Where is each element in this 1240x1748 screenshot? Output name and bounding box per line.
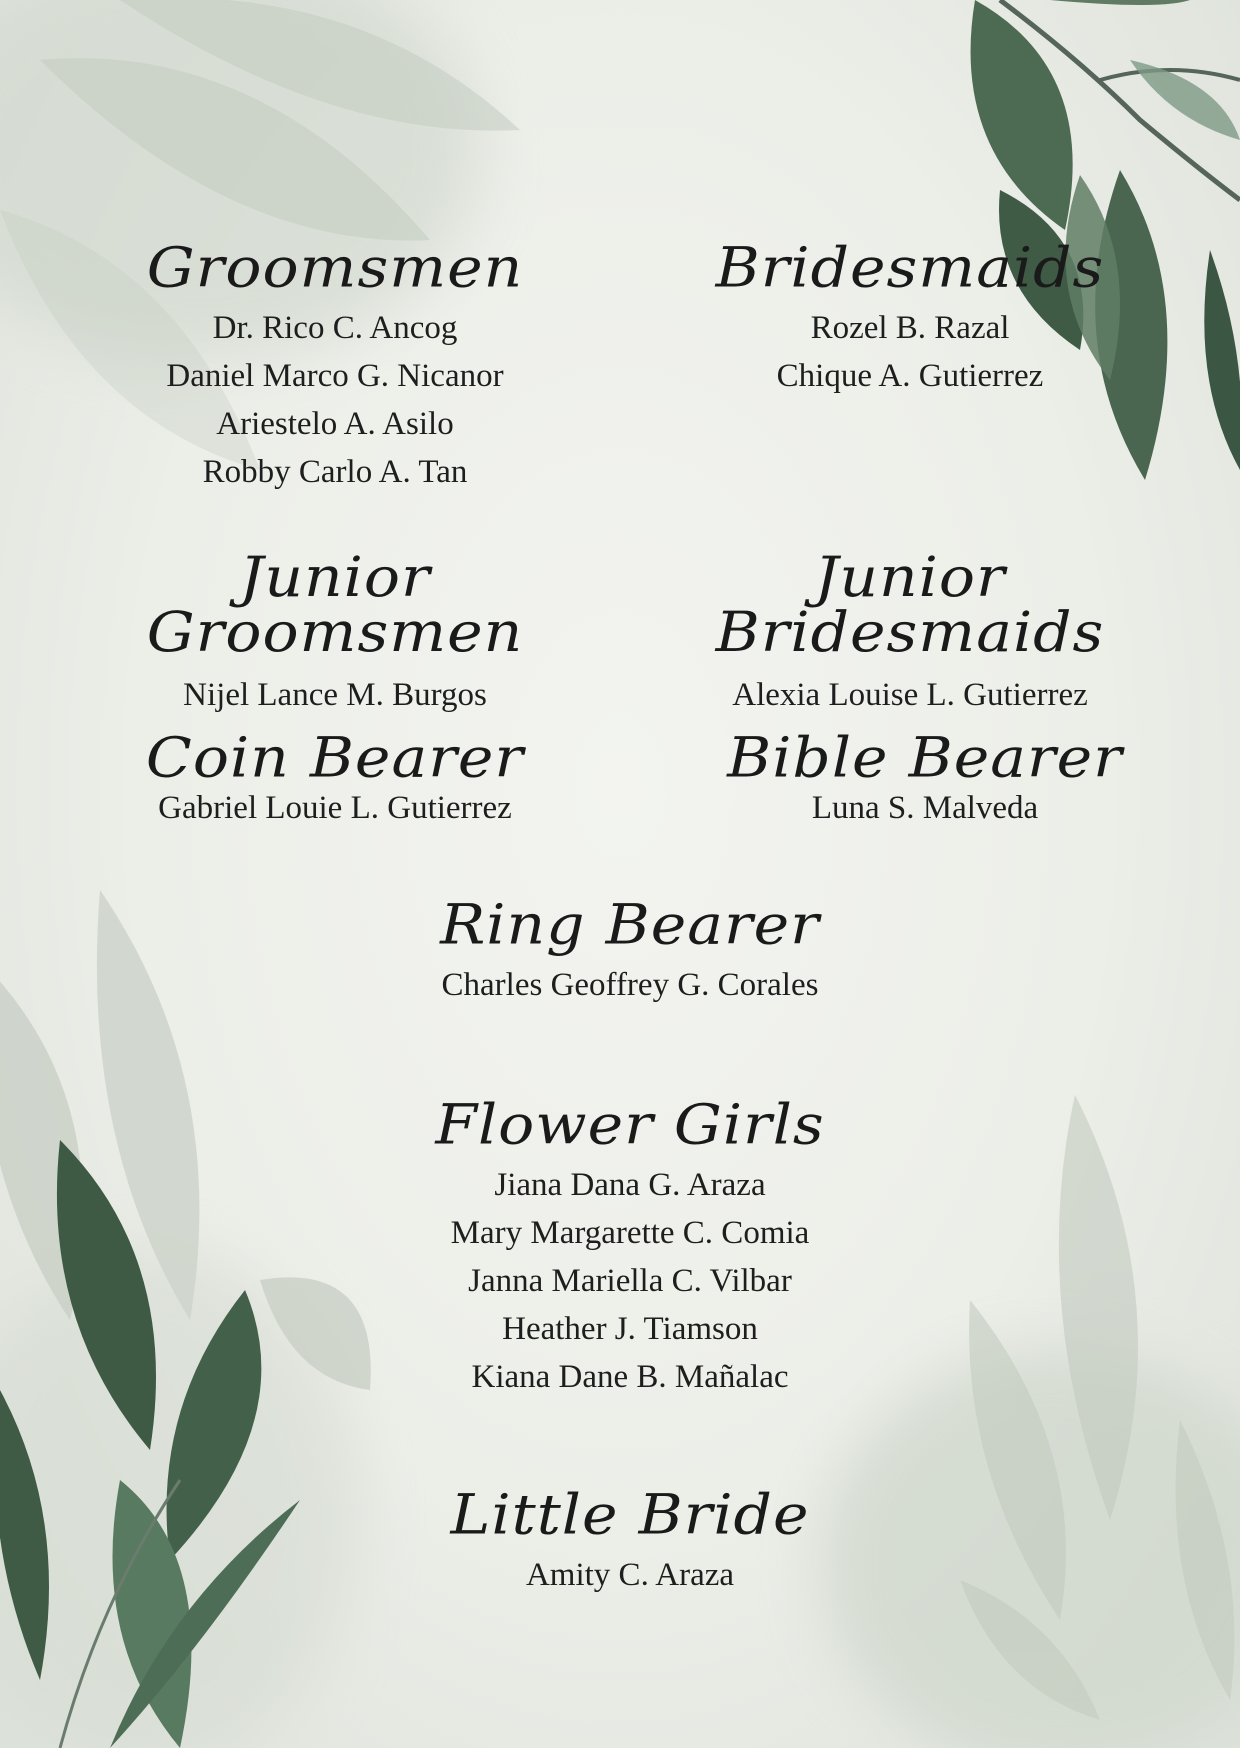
ring-bearer-heading: Ring Bearer [440,892,820,958]
ring-bearer-name: Charles Geoffrey G. Corales [441,967,819,1003]
flower-girls-heading: Flower Girls [435,1092,825,1158]
coin-bearer-heading: Coin Bearer [145,725,525,791]
pale-leaves-bottom-right-icon [960,1095,1234,1720]
bridesmaids-section [660,235,1160,400]
bridesmaid-name: Chique A. Gutierrez [776,358,1044,394]
junior-groomsmen-section [90,545,580,719]
groomsmen-heading: Groomsmen [146,235,524,301]
flower-girl-name: Kiana Dane B. Mañalac [471,1359,789,1395]
bridesmaids-heading: Bridesmaids [715,235,1105,301]
little-bride-name: Amity C. Araza [525,1557,735,1593]
coin-bearer-name: Gabriel Louie L. Gutierrez [158,790,512,826]
junior-groomsmen-heading: Junior Groomsmen [146,545,524,665]
groomsman-name: Dr. Rico C. Ancog [212,310,458,346]
coin-bearer-section [100,725,570,832]
junior-bridesmaid-name: Alexia Louise L. Gutierrez [732,677,1088,713]
bible-bearer-heading: Bible Bearer [727,725,1123,791]
bridesmaid-name: Rozel B. Razal [810,310,1010,346]
ring-bearer-section [370,892,890,1009]
junior-bridesmaids-heading: Junior Bridesmaids [715,545,1105,665]
junior-bridesmaids-section [630,545,1190,719]
bible-bearer-name: Luna S. Malveda [811,790,1039,826]
groomsmen-section [100,235,570,496]
little-bride-section [370,1482,890,1599]
little-bride-heading: Little Bride [450,1482,810,1548]
groomsman-name: Ariestelo A. Asilo [216,406,454,442]
bible-bearer-section [680,725,1170,832]
flower-girl-name: Jiana Dana G. Araza [494,1167,766,1203]
flower-girl-name: Janna Mariella C. Vilbar [468,1263,792,1299]
junior-groomsman-name: Nijel Lance M. Burgos [183,677,487,713]
flower-girls-section [370,1092,890,1401]
groomsman-name: Robby Carlo A. Tan [202,454,468,490]
green-leaves-bottom-left-icon [0,890,371,1748]
groomsman-name: Daniel Marco G. Nicanor [166,358,504,394]
flower-girl-name: Mary Margarette C. Comia [450,1215,810,1251]
flower-girl-name: Heather J. Tiamson [502,1311,758,1347]
